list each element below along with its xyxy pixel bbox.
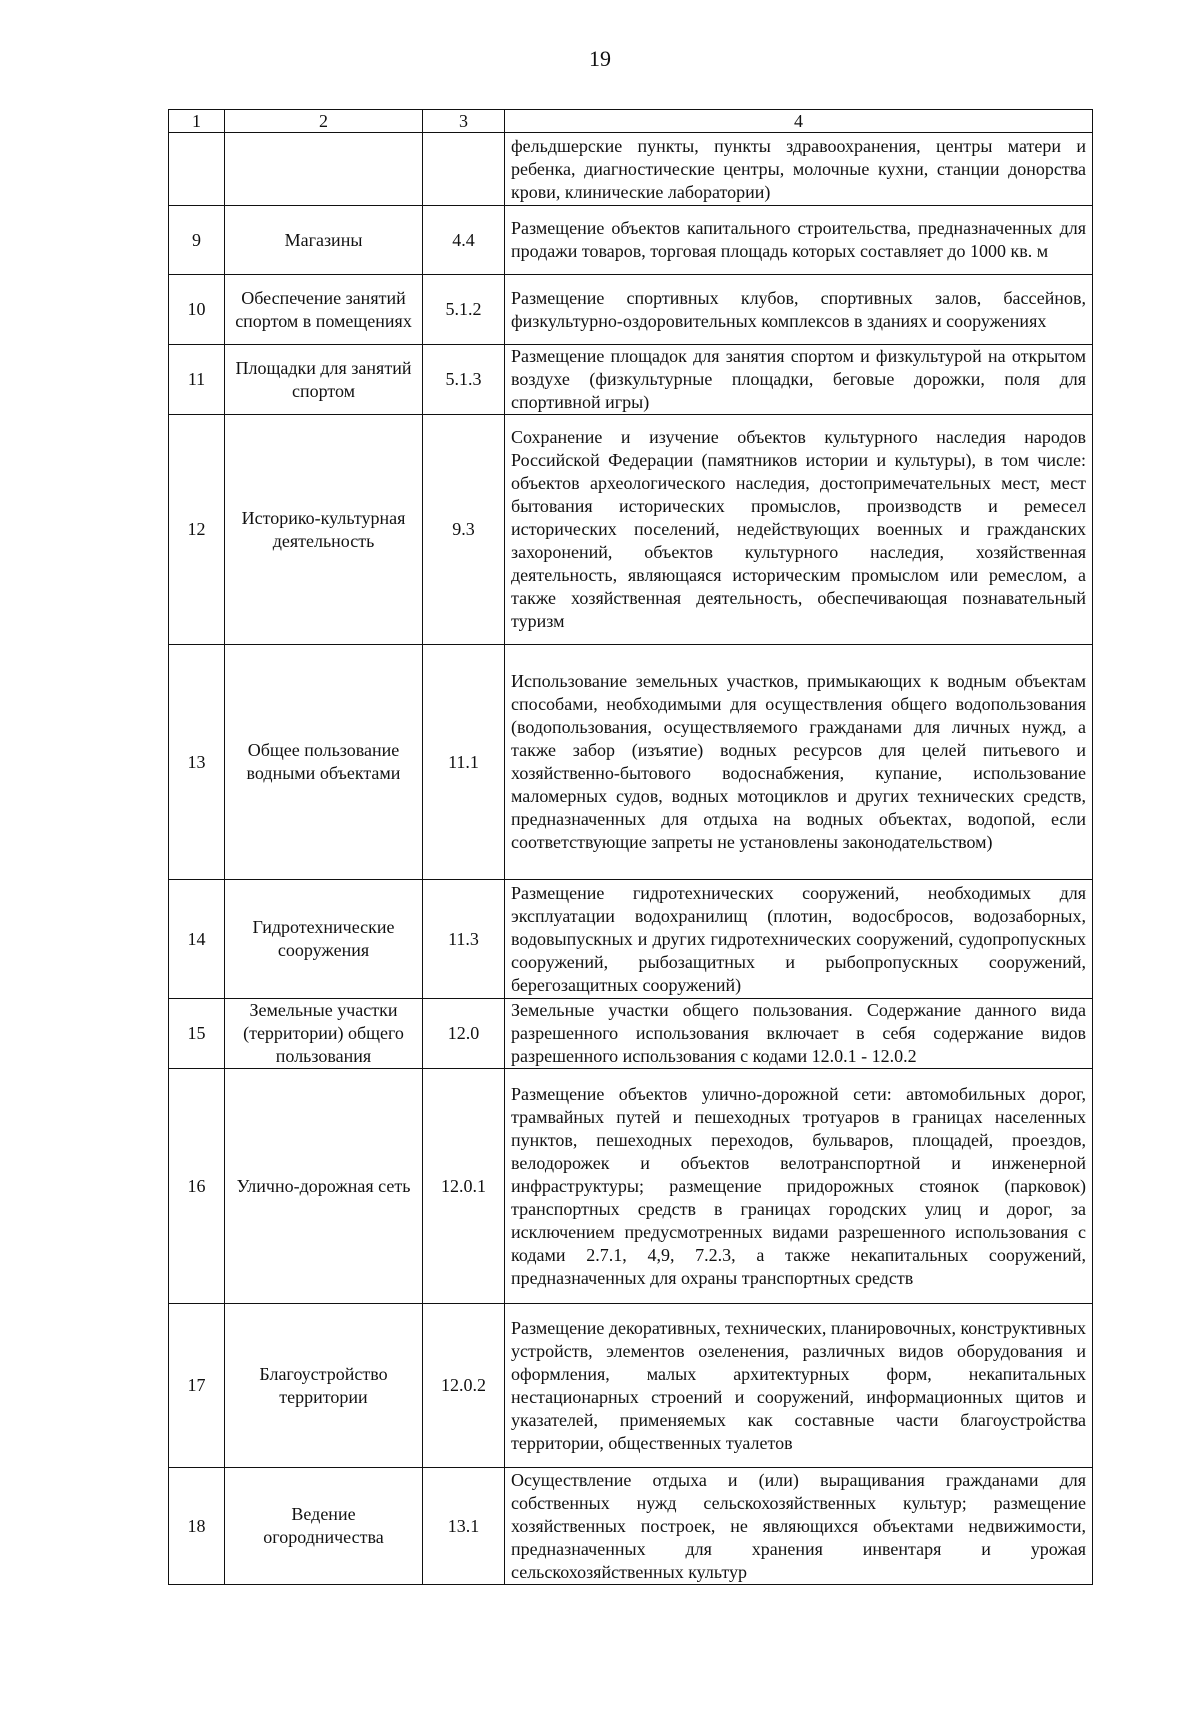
table-row xyxy=(169,415,1093,645)
row-number: 14 xyxy=(169,880,225,999)
use-name: Гидротехнические сооружения xyxy=(225,880,423,999)
row-number: 16 xyxy=(169,1069,225,1304)
row-number: 10 xyxy=(169,275,225,345)
table-row xyxy=(169,345,1093,415)
use-description: Земельные участки общего пользования. Содержание данного вида разрешенного использования включает в себя содержание видов разрешенного использования с кодами 12.0.1 - 12.0.2 xyxy=(505,999,1093,1069)
use-name: Историко-культурная деятельность xyxy=(225,415,423,645)
table-row xyxy=(169,1468,1093,1585)
use-code: 12.0.2 xyxy=(423,1304,505,1468)
use-name: Магазины xyxy=(225,206,423,275)
use-description: Размещение гидротехнических сооружений, необходимых для эксплуатации водохранилищ (плотин, водосбросов, водозаборных, водовыпускных и других гидротехнических сооружений, судопропускных сооружений, рыбозащитных и рыбопропускных сооружений, берегозащитных сооружений) xyxy=(505,880,1093,999)
table-row xyxy=(169,999,1093,1069)
use-code: 5.1.3 xyxy=(423,345,505,415)
use-code: 4.4 xyxy=(423,206,505,275)
use-name: Площадки для занятий спортом xyxy=(225,345,423,415)
header-col-3: 3 xyxy=(423,110,505,133)
use-name: Ведение огородничества xyxy=(225,1468,423,1585)
use-name: Общее пользование водными объектами xyxy=(225,645,423,880)
table-row xyxy=(169,1304,1093,1468)
use-description: Размещение спортивных клубов, спортивных залов, бассейнов, физкультурно-оздоровительных комплексов в зданиях и сооружениях xyxy=(505,275,1093,345)
header-col-4: 4 xyxy=(505,110,1093,133)
row-number: 11 xyxy=(169,345,225,415)
row-number: 12 xyxy=(169,415,225,645)
use-description: Осуществление отдыха и (или) выращивания гражданами для собственных нужд сельскохозяйственных культур; размещение хозяйственных построек, не являющихся объектами недвижимости, предназначенных для хранения инвентаря и урожая сельскохозяйственных культур xyxy=(505,1468,1093,1585)
row-number: 18 xyxy=(169,1468,225,1585)
use-code: 11.3 xyxy=(423,880,505,999)
table-header-row xyxy=(169,110,1093,133)
use-code: 13.1 xyxy=(423,1468,505,1585)
use-code: 12.0.1 xyxy=(423,1069,505,1304)
row-number: 17 xyxy=(169,1304,225,1468)
row-number xyxy=(169,133,225,206)
use-name xyxy=(225,133,423,206)
page-number: 19 xyxy=(589,46,611,71)
use-code: 11.1 xyxy=(423,645,505,880)
table-row xyxy=(169,1069,1093,1304)
use-name: Улично-дорожная сеть xyxy=(225,1069,423,1304)
use-description: Размещение площадок для занятия спортом и физкультурой на открытом воздухе (физкультурные площадки, беговые дорожки, поля для спортивной игры) xyxy=(505,345,1093,415)
table-row xyxy=(169,645,1093,880)
use-description: Сохранение и изучение объектов культурного наследия народов Российской Федерации (памятников истории и культуры), в том числе: объектов археологического наследия, достопримечательных мест, мест бытования исторических промыслов, производств и ремесел исторических поселений, недействующих военных и гражданских захоронений, объектов культурного наследия, хозяйственная деятельность, являющаяся историческим промыслом или ремеслом, а также хозяйственная деятельность, обеспечивающая познавательный туризм xyxy=(505,415,1093,645)
use-description: фельдшерские пункты, пункты здравоохранения, центры матери и ребенка, диагностические центры, молочные кухни, станции донорства крови, клинические лаборатории) xyxy=(505,133,1093,206)
row-number: 9 xyxy=(169,206,225,275)
use-description: Размещение декоративных, технических, планировочных, конструктивных устройств, элементов озеленения, различных видов оборудования и оформления, малых архитектурных форм, некапитальных нестационарных строений и сооружений, информационных щитов и указателей, применяемых как составные части благоустройства территории, общественных туалетов xyxy=(505,1304,1093,1468)
use-name: Обеспечение занятий спортом в помещениях xyxy=(225,275,423,345)
row-number: 13 xyxy=(169,645,225,880)
use-code: 5.1.2 xyxy=(423,275,505,345)
table-row xyxy=(169,275,1093,345)
use-description: Размещение объектов капитального строительства, предназначенных для продажи товаров, торговая площадь которых составляет до 1000 кв. м xyxy=(505,206,1093,275)
permitted-use-table xyxy=(168,109,1093,1585)
header-col-2: 2 xyxy=(225,110,423,133)
row-number: 15 xyxy=(169,999,225,1069)
use-code: 12.0 xyxy=(423,999,505,1069)
use-code: 9.3 xyxy=(423,415,505,645)
use-name: Благоустройство территории xyxy=(225,1304,423,1468)
use-name: Земельные участки (территории) общего пользования xyxy=(225,999,423,1069)
use-description: Использование земельных участков, примыкающих к водным объектам способами, необходимыми для осуществления общего водопользования (водопользования, осуществляемого гражданами для личных нужд, а также забор (изъятие) водных ресурсов для целей питьевого и хозяйственно-бытового водоснабжения, купание, использование маломерных судов, водных мотоциклов и других технических средств, предназначенных для отдыха на водных объектах, водопой, если соответствующие запреты не установлены законодательством) xyxy=(505,645,1093,880)
use-code xyxy=(423,133,505,206)
table-row xyxy=(169,206,1093,275)
header-col-1: 1 xyxy=(169,110,225,133)
table-row xyxy=(169,880,1093,999)
table-row xyxy=(169,133,1093,206)
use-description: Размещение объектов улично-дорожной сети: автомобильных дорог, трамвайных путей и пешеходных тротуаров в границах населенных пунктов, пешеходных переходов, бульваров, площадей, проездов, велодорожек и объектов велотранспортной и инженерной инфраструктуры; размещение придорожных стоянок (парковок) транспортных средств в границах городских улиц и дорог, за исключением предусмотренных видами разрешенного использования с кодами 2.7.1, 4,9, 7.2.3, а также некапитальных сооружений, предназначенных для охраны транспортных средств xyxy=(505,1069,1093,1304)
